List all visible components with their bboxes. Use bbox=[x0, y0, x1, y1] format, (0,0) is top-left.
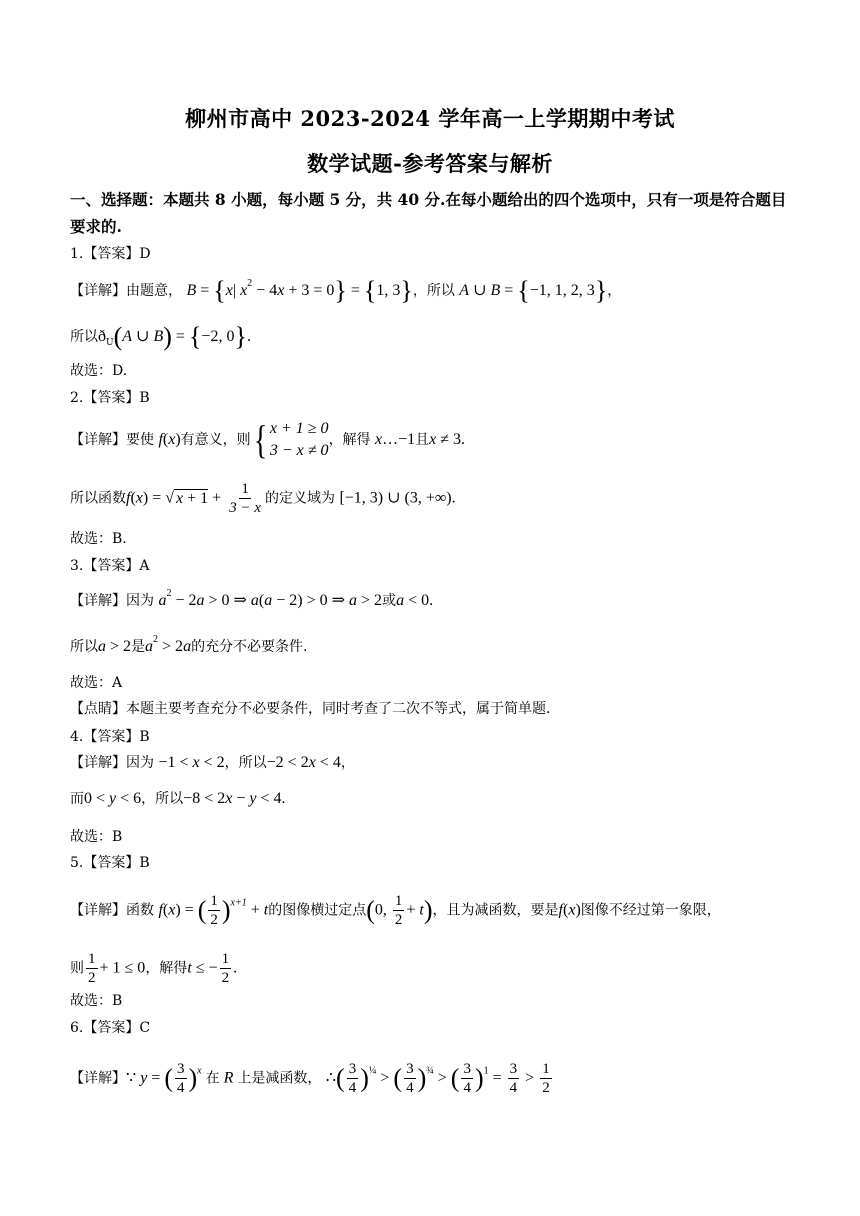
detail-line-3b: 所以a > 2是$a^2 > 2a$的充分不必要条件. bbox=[70, 634, 308, 655]
choose-2: 故选：B. bbox=[70, 531, 127, 547]
choose-5: 故选：B bbox=[70, 993, 123, 1009]
choose-1: 故选：D. bbox=[70, 363, 128, 379]
point-line-3: 【点睛】本题主要考查充分不必要条件，同时考查了二次不等式，属于简单题. bbox=[70, 701, 551, 717]
detail-line-5a: 【详解】函数 f(x) = ( $\frac{1}{2}$ )$^{x+1}$ + t的图像横过定点(0, $\frac{1}{2}$ + t)，且为减函数，要是f(x)图像不经过第一象限， bbox=[70, 893, 721, 928]
answer-key-4: 4.【答案】B bbox=[70, 729, 150, 745]
detail-line-1b: 所以$ð_U(A$ ∪ B) = {−2, 0}. bbox=[70, 322, 251, 351]
document-title: 柳州市高中 2023-2024 学年高一上学期期中考试 bbox=[185, 106, 675, 131]
answer-key-1: 1.【答案】D bbox=[70, 246, 151, 262]
answer-key-5: 5.【答案】B bbox=[70, 855, 150, 871]
document-subtitle: 数学试题-参考答案与解析 bbox=[307, 151, 553, 176]
section-heading: 一、选择题：本题共 8 小题，每小题 5 分，共 40 分.在每小题给出的四个选项中，只有一项是符合题目要求的. bbox=[70, 190, 787, 236]
detail-line-1a: 【详解】由题意， B = {x| $x^2 - 4x + 3 = 0\} = \{1$, 3}，所以 A ∪ B = {−1, 1, 2, 3}， bbox=[70, 276, 622, 305]
choose-3: 故选：A bbox=[70, 675, 123, 691]
choose-4: 故选：B bbox=[70, 829, 123, 845]
detail-line-2b: 所以函数f(x) = √ x + 1 + $\frac{1}{3 - x}$ 的定义域为 [−1, 3) ∪ (3, +∞). bbox=[70, 481, 456, 516]
point-label: 【点睛】 bbox=[70, 701, 126, 717]
answer-key-3: 3.【答案】A bbox=[70, 558, 150, 574]
detail-line-2a: 【详解】要使 f(x)有意义，则{ x + 1 ≥ 0 3 − x ≠ 0 ，解得 x…−1且x ≠ 3. bbox=[70, 417, 466, 462]
detail-line-4b: 而0 < y < 6，所以−8 < 2x − y < 4. bbox=[70, 790, 286, 807]
answer-key-2: 2.【答案】B bbox=[70, 390, 150, 406]
detail-line-3a: 【详解】因为 $a^2 - 2a > 0$ ⇒ a(a − 2) > 0 ⇒ a > 2或a < 0. bbox=[70, 588, 434, 609]
detail-line-4a: 【详解】因为 −1 < x < 2，所以−2 < 2x < 4， bbox=[70, 754, 355, 771]
detail-label: 【详解】 bbox=[70, 283, 126, 299]
detail-line-6a: 【详解】∵ y = ( $\frac{3}{4}$ )$^x$ 在 R 上是减函数， ∴( $\frac{3}{4}$ )$^{\frac{1}{4}}$ > ( $\frac{3}{4}$ )$^{\frac{3}{4}}$ > ( $\frac{3}{4}$ )$^1$ = $\frac{3}{4}$ > $\frac{1}{2}$ bbox=[70, 1061, 550, 1096]
answer-key-6: 6.【答案】C bbox=[70, 1020, 151, 1036]
detail-line-5b: 则 $\frac{1}{2}$ + 1 ≤ 0，解得t ≤ − $\frac{1}{2}$ . bbox=[70, 951, 238, 986]
